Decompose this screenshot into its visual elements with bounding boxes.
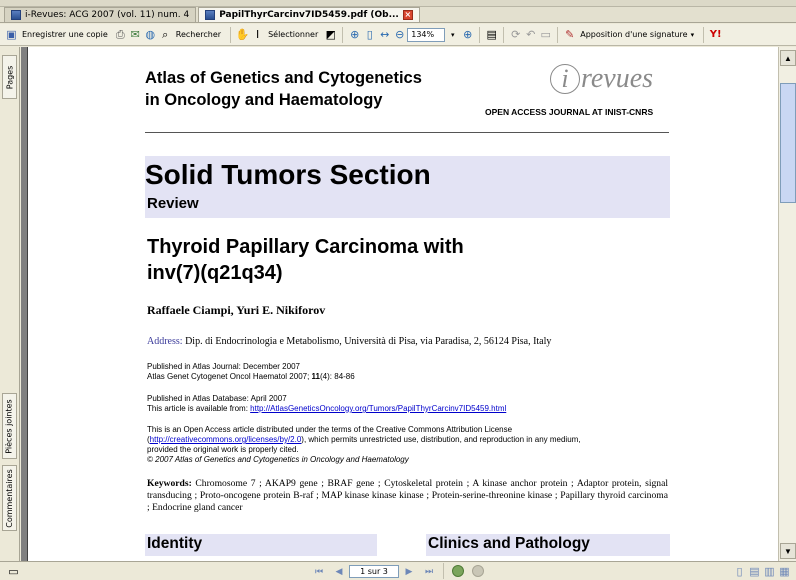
go-forward-icon[interactable] — [472, 565, 484, 577]
article-url-link[interactable]: http://AtlasGeneticsOncology.org/Tumors/PapilThyrCarcinv7ID5459.html — [250, 404, 507, 413]
citation-volume: 11 — [311, 372, 321, 381]
save-copy-button[interactable] — [4, 27, 108, 42]
availability-line — [147, 404, 506, 414]
citation-prefix: Atlas Genet Cytogenet Oncol Haematol 2007; — [147, 372, 312, 381]
signature-label: Apposition d'une signature — [580, 30, 688, 39]
toolbar-separator — [479, 27, 480, 43]
comments-tab-label: Commentaires — [5, 468, 14, 528]
copyright-line: © 2007 Atlas of Genetics and Cytogenetics in Oncology and Haematology — [147, 455, 409, 464]
rotate-icon[interactable]: ⟳ — [511, 28, 521, 41]
journal-name-line1: Atlas of Genetics and Cytogenetics — [145, 69, 422, 87]
license-line1: This is an Open Access article distributed under the terms of the Creative Commons Attribution License — [147, 425, 513, 434]
logo-wordmark: revues — [581, 63, 654, 94]
search-button[interactable] — [158, 27, 221, 42]
go-back-icon[interactable] — [452, 565, 464, 577]
scroll-up-icon[interactable]: ▲ — [780, 50, 796, 66]
undo-icon[interactable]: ↶ — [526, 28, 536, 41]
binoculars-icon: ⌕ — [162, 27, 169, 41]
citation-suffix: (4): 84-86 — [320, 372, 355, 381]
zoom-in-icon[interactable]: ⊕ — [463, 28, 473, 41]
citation-line — [147, 372, 355, 382]
fit-width-icon[interactable]: ↔ — [380, 28, 390, 41]
hand-tool-icon[interactable]: ✋ — [235, 28, 250, 41]
open-access-tagline: OPEN ACCESS JOURNAL AT INIST-CNRS — [485, 107, 654, 117]
page-number-input[interactable]: 1 sur 3 — [349, 565, 399, 578]
previous-page-icon[interactable]: ◀ — [335, 565, 343, 576]
section-title: Solid Tumors Section — [145, 159, 431, 190]
side-navigation-panel — [0, 47, 20, 561]
pages-side-tab[interactable] — [2, 55, 17, 99]
fit-page-icon[interactable]: ▯ — [366, 28, 373, 41]
attachments-side-tab[interactable] — [2, 393, 17, 459]
authors: Raffaele Ciampi, Yuri E. Nikiforov — [147, 303, 326, 317]
tab-pdf-document[interactable] — [198, 7, 420, 22]
continuous-view-icon[interactable]: ▤ — [749, 565, 760, 578]
database-date-line: Published in Atlas Database: April 2007 — [147, 394, 287, 403]
database-info — [147, 394, 506, 414]
text-cursor-icon: Ⅰ — [255, 28, 260, 41]
document-icon[interactable]: ▭ — [540, 28, 551, 41]
email-icon[interactable]: ✉ — [130, 28, 140, 41]
toolbar-separator — [557, 27, 558, 43]
tab-label: i-Revues: ACG 2007 (vol. 11) num. 4 — [25, 10, 190, 20]
license-url-link[interactable]: http://creativecommons.org/licenses/by/2.0 — [149, 435, 302, 444]
page-favicon-icon — [205, 10, 215, 20]
pen-icon: ✎ — [565, 28, 575, 41]
floppy-disk-icon: ▣ — [6, 28, 17, 41]
window-top-strip — [0, 0, 796, 7]
header-divider — [145, 132, 669, 133]
license-info — [147, 425, 581, 465]
attachments-tab-label: Pièces jointes — [5, 398, 14, 454]
page-size-icon[interactable]: ▭ — [8, 565, 19, 578]
vertical-scrollbar[interactable] — [778, 47, 796, 561]
toolbar-separator — [503, 27, 504, 43]
single-page-view-icon[interactable]: ▯ — [736, 565, 743, 578]
license-line2: (http://creativecommons.org/licenses/by/2.0), which permits unrestricted use, distribution, and reproduction in any medium, — [147, 435, 581, 444]
tab-label: PapilThyrCarcinv7ID5459.pdf (Ob... — [219, 10, 399, 20]
snapshot-icon[interactable]: ◩ — [325, 28, 336, 41]
select-text-button[interactable] — [250, 27, 318, 42]
comments-side-tab[interactable] — [2, 465, 17, 531]
select-label: Sélectionner — [268, 30, 319, 39]
status-separator — [443, 563, 444, 579]
article-title-line2: inv(7)(q21q34) — [147, 262, 283, 284]
globe-icon[interactable]: ◍ — [145, 28, 156, 41]
yahoo-icon[interactable]: Y! — [709, 29, 722, 40]
zoom-out-icon[interactable]: ⊖ — [395, 28, 405, 41]
journal-name-line2: in Oncology and Haematology — [145, 91, 383, 109]
search-label: Rechercher — [175, 30, 222, 39]
toolbar-separator — [703, 27, 704, 43]
logo-i-mark: i — [550, 64, 580, 94]
publication-info — [147, 362, 355, 382]
page-favicon-icon — [11, 10, 21, 20]
status-bar — [0, 561, 796, 580]
continuous-facing-view-icon[interactable]: ▦ — [779, 565, 790, 578]
pdf-toolbar — [0, 24, 796, 46]
pages-tab-label: Pages — [5, 65, 15, 89]
browser-tab-bar — [0, 7, 796, 23]
first-page-icon[interactable]: ⏮ — [314, 565, 324, 576]
zoom-level-input[interactable]: 134% — [407, 28, 445, 42]
keywords-paragraph — [147, 478, 668, 514]
close-tab-icon[interactable]: × — [404, 10, 412, 19]
chevron-down-icon: ▾ — [690, 30, 695, 39]
address-text: Dip. di Endocrinologia e Metabolismo, Università di Pisa, via Paradisa, 2, 56124 Pisa, Italy — [185, 336, 552, 347]
pdf-page — [27, 47, 778, 561]
print-icon[interactable]: ⎙ — [115, 27, 125, 41]
tab-irevues[interactable] — [4, 7, 196, 22]
author-address — [147, 336, 551, 347]
keywords-text: Chromosome 7 ; AKAP9 gene ; BRAF gene ; Cytoskeletal protein ; A kinase anchor protein ; Adaptor protein, signal transducing ; Proto-oncogene protein B-raf ; MAP kinase kinase kinase ; Protein-serine-threonine kinase ; Papillary thyroid carcinoma ; Endocrine gland cancer — [147, 478, 669, 513]
chevron-down-icon[interactable]: ▾ — [450, 30, 455, 39]
toolbar-separator — [230, 27, 231, 43]
document-viewport[interactable] — [21, 47, 778, 561]
section-subtitle: Review — [147, 195, 199, 212]
clinics-pathology-heading: Clinics and Pathology — [428, 535, 590, 552]
license-line3: provided the original work is properly cited. — [147, 445, 299, 454]
irevues-logo — [550, 63, 653, 95]
next-page-icon[interactable]: ▶ — [405, 565, 413, 576]
scroll-down-icon[interactable]: ▼ — [780, 543, 796, 559]
zoom-tool-icon[interactable]: ⊕ — [350, 28, 360, 41]
address-label: Address: — [147, 336, 183, 347]
save-copy-label: Enregistrer une copie — [22, 30, 108, 39]
identity-heading: Identity — [147, 535, 203, 552]
signature-button[interactable] — [562, 27, 694, 42]
article-title-line1: Thyroid Papillary Carcinoma with — [147, 236, 464, 258]
license-line2-text: ), which permits unrestricted use, distribution, and reproduction in any medium, — [301, 435, 581, 444]
toolbar-separator — [342, 27, 343, 43]
facing-view-icon[interactable]: ▥ — [764, 565, 775, 578]
last-page-icon[interactable]: ⏭ — [424, 565, 434, 576]
page-display-icon[interactable]: ▤ — [486, 28, 497, 41]
publication-journal-line: Published in Atlas Journal: December 2007 — [147, 362, 300, 371]
keywords-label: Keywords: — [147, 478, 192, 489]
article-title — [147, 234, 464, 286]
availability-text: This article is available from: — [147, 404, 251, 413]
scroll-thumb[interactable] — [780, 83, 796, 203]
journal-name — [145, 67, 422, 111]
